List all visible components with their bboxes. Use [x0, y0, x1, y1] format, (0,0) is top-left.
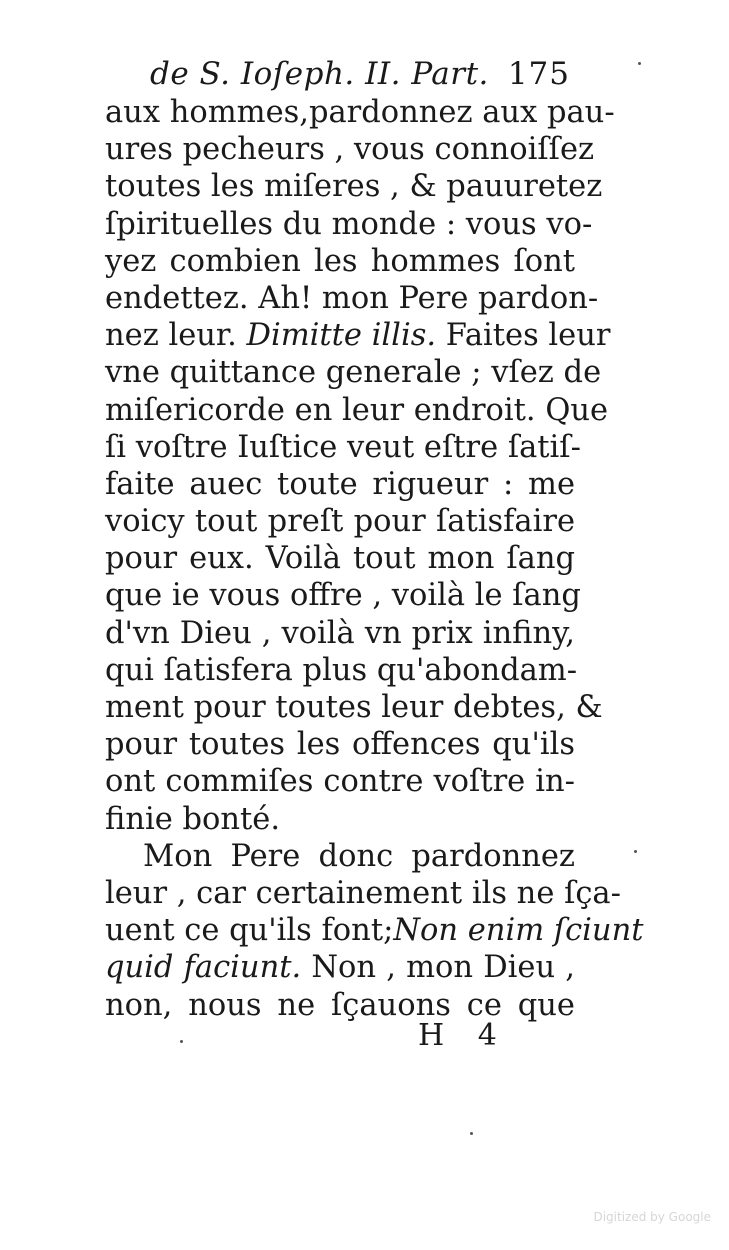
print-speck [634, 850, 637, 853]
text-line: non, nous ne ſçauons ce que [105, 987, 575, 1023]
text-line: aux hommes,pardonnez aux pau- [105, 95, 615, 130]
text-line: endettez. Ah! mon Pere pardon- [105, 280, 599, 316]
latin-quotation: Non enim ſciunt [393, 913, 644, 949]
signature-mark: H 4 [418, 1018, 509, 1053]
text-line: que ie vous offre , voilà le ſang [105, 578, 581, 614]
text-line: finie bonté. [105, 801, 281, 837]
text-line: qui ſatisfera plus qu'abondam- [105, 652, 578, 688]
running-head [150, 52, 570, 96]
page-number: 175 [507, 56, 570, 92]
text-line: quid faciunt. Non , mon Dieu , [105, 950, 575, 986]
text-line: miſericorde en leur endroit. Que [105, 392, 609, 428]
latin-quotation: quid faciunt. [105, 950, 302, 986]
text-line: ont commiſes contre voſtre in- [105, 764, 575, 800]
text-line: d'vn Dieu , voilà vn prix infiny, [105, 615, 575, 651]
digitization-watermark: Digitized by Google [593, 1210, 711, 1224]
latin-quotation: Dimitte illis. [246, 318, 437, 354]
print-speck [470, 1132, 473, 1135]
text-line: ſpirituelles du monde : vous vo- [105, 206, 593, 242]
text-line: yez combien les hommes ſont [105, 243, 575, 279]
text-line: nez leur. Dimitte illis. Faites leur [105, 318, 611, 354]
text-line: ſi voſtre Iuſtice veut eſtre ſatiſ- [105, 429, 581, 465]
body-text [105, 94, 644, 1024]
print-speck [638, 62, 641, 65]
running-head-title: de S. Ioſeph. II. Part. [150, 56, 489, 92]
text-line: toutes les miſeres , & pauuretez [105, 169, 603, 205]
text-line: vne quittance generale ; vſez de [105, 355, 602, 391]
paragraph-start-line: Mon Pere donc pardonnez [143, 838, 575, 874]
text-line: ures pecheurs , vous connoiſſez [105, 132, 595, 168]
text-line: uent ce qu'ils font;Non enim ſciunt [105, 913, 644, 949]
print-speck [180, 1040, 183, 1043]
text-line: leur , car certainement ils ne ſça- [105, 875, 621, 911]
text-line: pour toutes les offences qu'ils [105, 727, 575, 763]
text-line: ment pour toutes leur debtes, & [105, 690, 603, 725]
text-line: pour eux. Voilà tout mon ſang [105, 541, 575, 577]
text-line: faite auec toute rigueur : me [105, 466, 575, 502]
text-line: voicy tout preſt pour ſatisfaire [105, 504, 575, 540]
